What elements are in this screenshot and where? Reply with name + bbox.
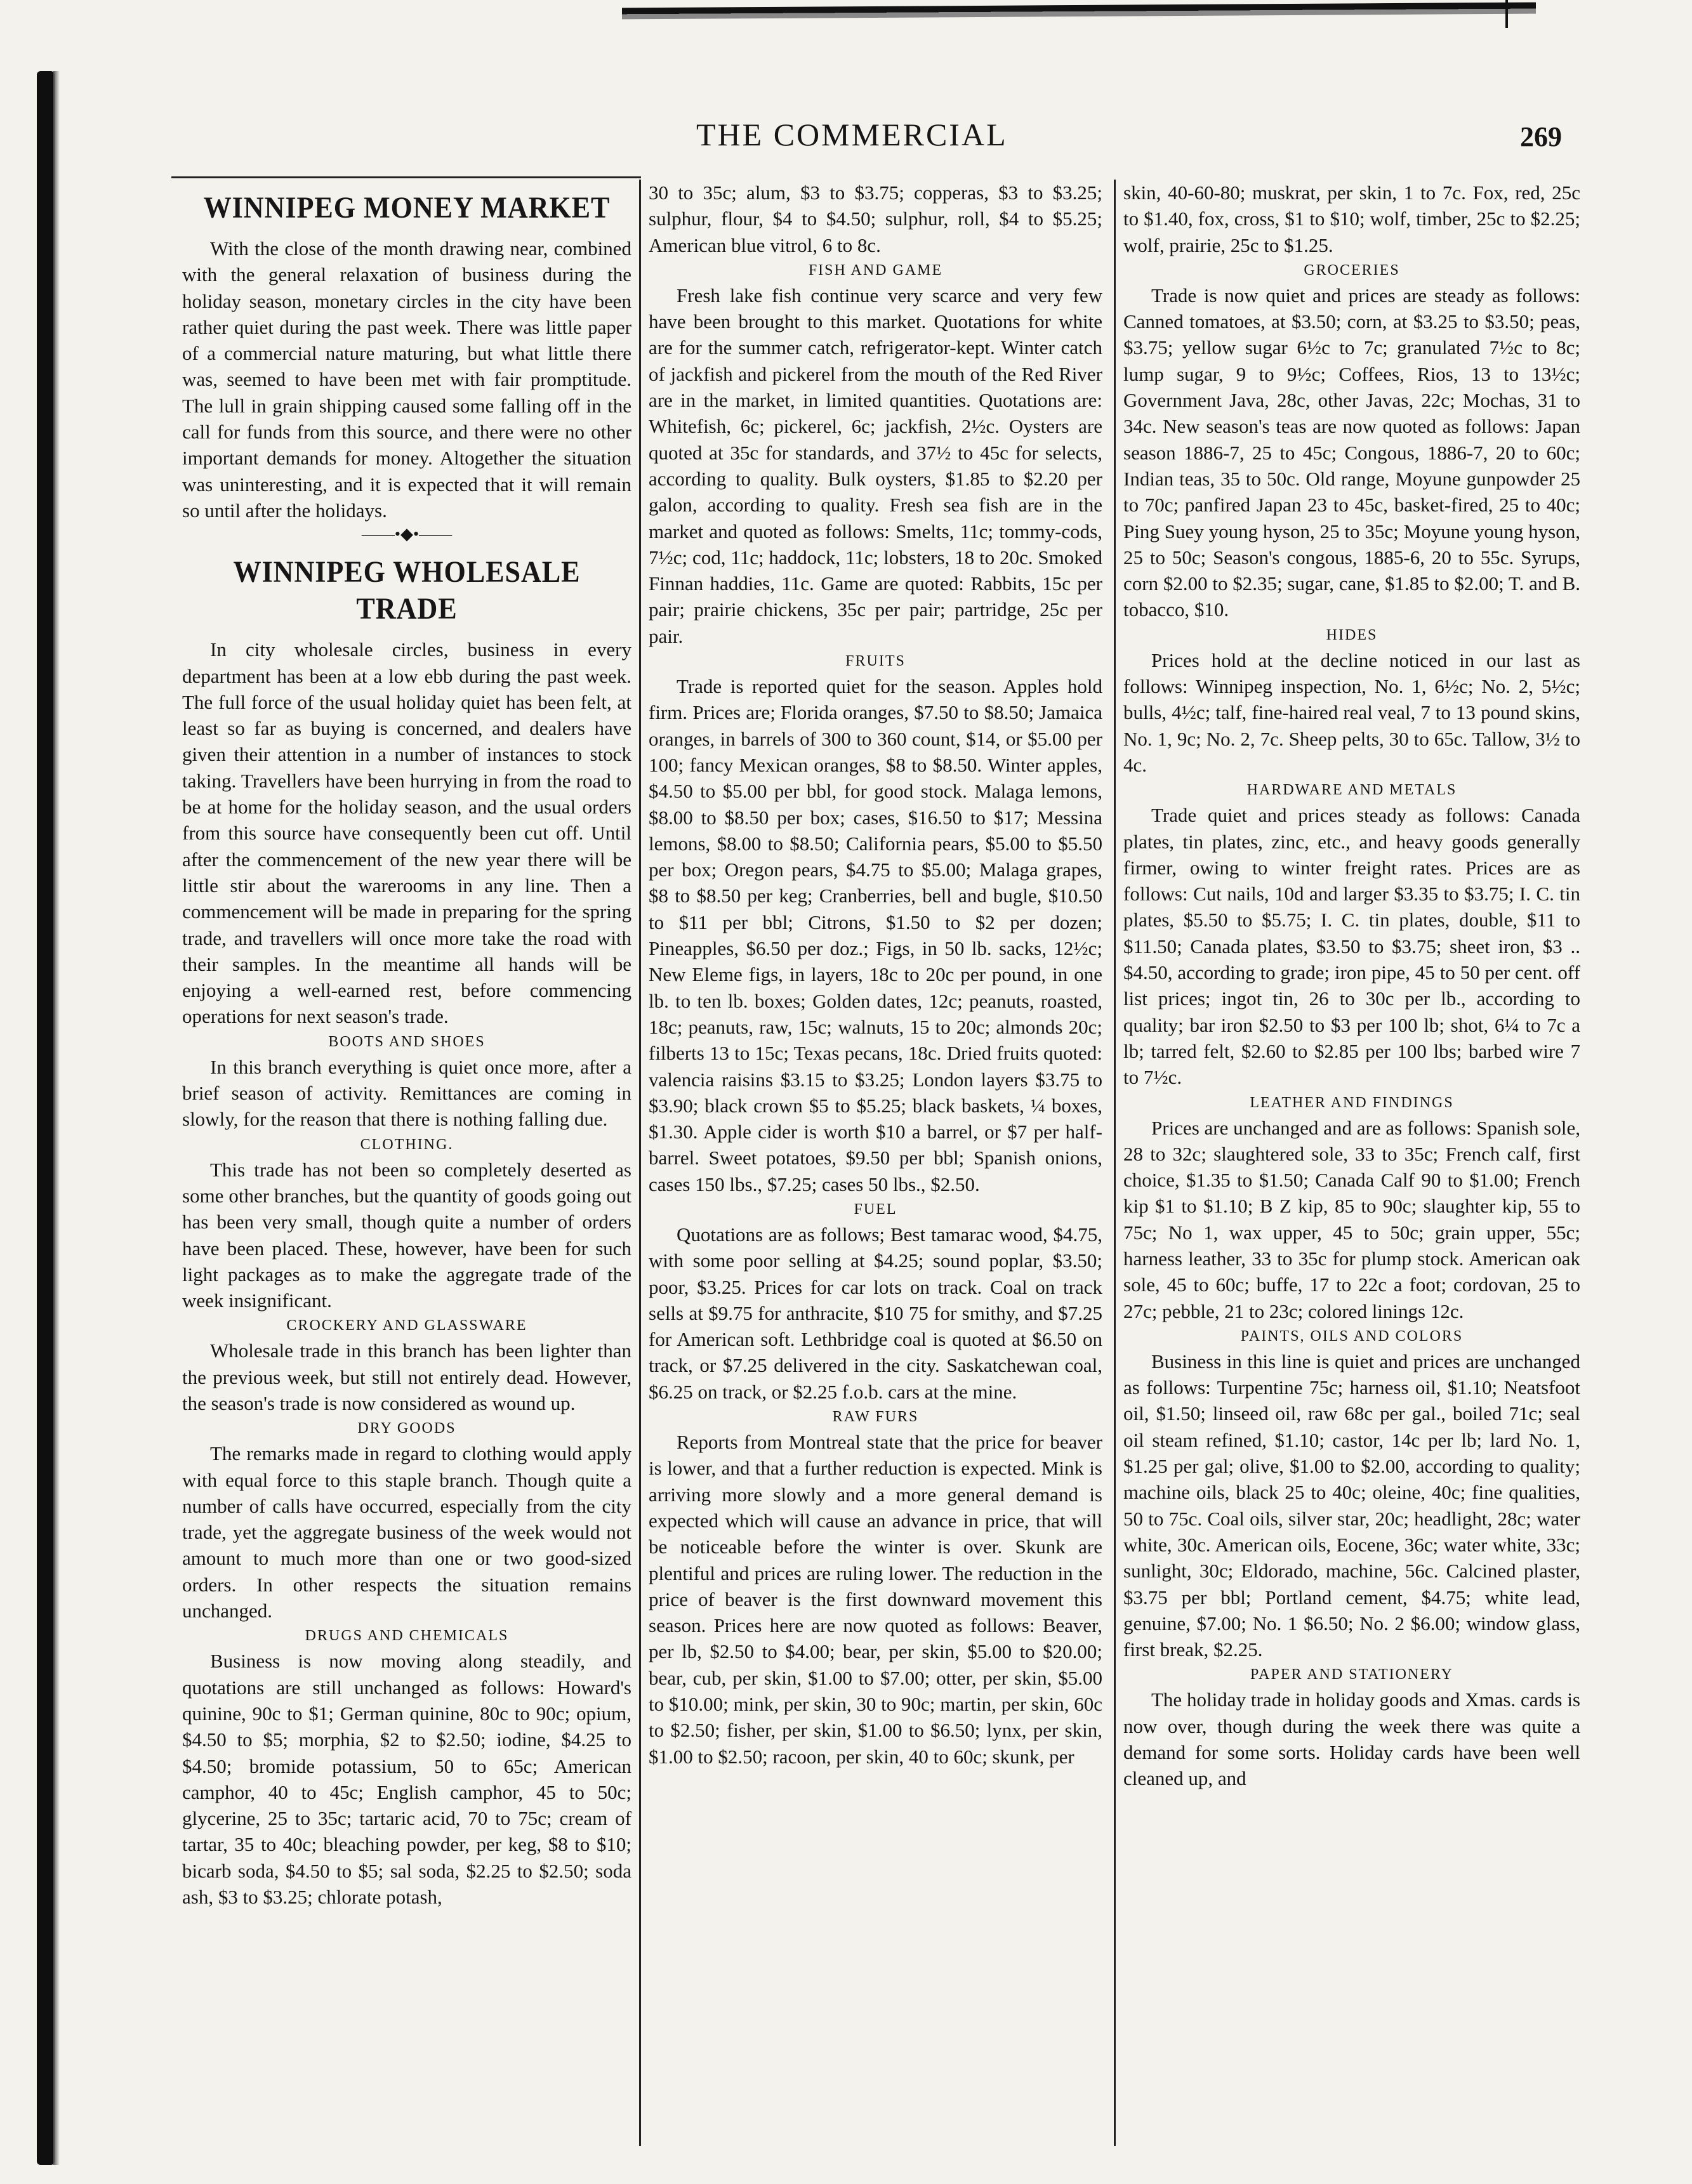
article-heading-trade: WINNIPEG WHOLESALE TRADE xyxy=(233,555,581,626)
column-right xyxy=(1123,180,1580,2159)
article-heading-money: WINNIPEG MONEY MARKET xyxy=(203,191,611,225)
subhead-paints: PAINTS, OILS AND COLORS xyxy=(1240,1327,1464,1345)
subhead-dry-goods: DRY GOODS xyxy=(357,1420,456,1437)
section-ornament: ——•◆•—— xyxy=(361,525,453,544)
leather-body: Prices are unchanged and are as follows: Spanish sole, 28 to 32c; slaughtered sole, 33 to 35c; French calf, first choice, $1.35 to $1.50; Canada Calf 90 to $1.00; French kip $1 to $1.10; B Z kip, 85 to 90c; slaughter kip, 55 to 75c; No 1, wax upper, 45 to 50c; grain upper, 55c; harness leather, 33 to 35c for plump stock. American oak sole, 45 to 60c; buffe, 17 to 22c a foot; cordovan, 25 to 27c; pebble, 21 to 23c; colored linings 12c. xyxy=(1123,1116,1580,1322)
crockery-body: Wholesale trade in this branch has been lighter than the previous week, but still not entirely dead. However, the season's trade is now considered as wound up. xyxy=(182,1339,631,1414)
furs-continued: skin, 40-60-80; muskrat, per skin, 1 to 7c. Fox, red, 25c to $1.40, fox, cross, $1 to $10; wolf, timber, 25c to $2.25; wolf, prairie, 25c to $1.25. xyxy=(1123,181,1580,256)
column-middle xyxy=(649,180,1102,2159)
subhead-hardware: HARDWARE AND METALS xyxy=(1246,782,1457,799)
boots-body: In this branch everything is quiet once more, after a brief season of activity. Remittances are coming in slowly, for the reason that there is nothing falling due. xyxy=(182,1055,631,1131)
running-title: THE COMMERCIAL xyxy=(696,117,1008,152)
subhead-leather: LEATHER AND FINDINGS xyxy=(1250,1094,1454,1111)
subhead-fuel: FUEL xyxy=(854,1201,897,1218)
scan-binding-edge xyxy=(37,71,55,2165)
clothing-body: This trade has not been so completely deserted as some other branches, but the quantity of goods going out has been very small, though quite a number of orders have been placed. These, however, have been for such light packages as to make the aggregate trade of the week insignificant. xyxy=(182,1158,631,1312)
drugs-body: Business is now moving along steadily, and quotations are still unchanged as follows: Howard's quinine, 90c to $1; German quinine, 80c to 90c; opium, $4.50 to $5; morphia, $2 to $2.50; iodine, $4.25 to $4.50; bromide potassium, 50 to 65c; American camphor, 40 to 45c; English camphor, 45 to 50c; glycerine, 25 to 35c; tartaric acid, 70 to 75c; cream of tartar, 35 to 40c; bleaching powder, per keg, $8 to $10; bicarb soda, $4.50 to $5; sal soda, $2.25 to $2.50; soda ash, $3 to $3.25; chlorate potash, xyxy=(182,1650,631,1909)
subhead-fruits: FRUITS xyxy=(845,653,906,670)
scan-right-mark xyxy=(1505,0,1508,28)
subhead-clothing: CLOTHING. xyxy=(360,1136,454,1153)
subhead-boots: BOOTS AND SHOES xyxy=(328,1033,486,1050)
fruits-body: Trade is reported quiet for the season. Apples hold firm. Prices are; Florida oranges, $7.50 to $8.50; Jamaica oranges, in barrels of 300 to 360 count, $14, or $5.00 per 100; fancy Mexican oranges, $8 to $8.50. Winter apples, $4.50 to $5.00 per bbl, for good stock. Malaga lemons, $8.00 to $8.50 per box; cases, $16.50 to $17; Messina lemons, $8.00 to $8.50; California pears, $5.00 to $5.50 per box; Oregon pears, $4.75 to $5.00; Malaga grapes, $8 to $8.50 per keg; Cranberries, bell and bugle, $10.50 to $11 per bbl; Citrons, $1.50 to $2 per dozen; Pineapples, $6.50 per doz.; Figs, in 50 lb. sacks, 12½c; New Eleme figs, in layers, 18c to 20c per pound, in one lb. to ten lb. boxes; Golden dates, 12c; peanuts, roasted, 18c; peanuts, raw, 15c; walnuts, 15 to 20c; almonds 20c; filberts 13 to 15c; Texas pecans, 18c. Dried fruits quoted: valencia raisins $3.15 to $3.25; London layers $3.75 to $3.90; black crown $5 to $5.25; black baskets, ¼ boxes, $1.30. Apple cider is worth $10 a barrel, or $7 per half-barrel. Sweet potatoes, $9.50 per bbl; Spanish onions, cases 150 lbs., $7.25; cases 50 lbs., $2.50. xyxy=(649,675,1102,1195)
column-divider xyxy=(639,180,641,2146)
subhead-hides: HIDES xyxy=(1326,626,1378,643)
raw-furs-body: Reports from Montreal state that the price for beaver is lower, and that a further reduction is expected. Mink is arriving more slowly and a more general demand is expected which will cause an advance in price, that will be noticeable before the winter is over. Skunk are plentiful and prices are ruling lower. The reduction in the price of beaver is the first downward movement this season. Prices here are now quoted as follows: Beaver, per lb, $2.50 to $4.00; bear, per skin, $5.00 to $20.00; bear, cub, per skin, $1.00 to $7.00; otter, per skin, $5.00 to $10.00; mink, per skin, 30 to 90c; martin, per skin, 60c to $2.50; fisher, per skin, $1.00 to $6.50; lynx, per skin, $1.00 to $2.50; racoon, per skin, 40 to 60c; skunk, per xyxy=(649,1431,1102,1768)
trade-intro: In city wholesale circles, business in every department has been at a low ebb during the past week. The full force of the usual holiday quiet has been felt, at least so far as buying is concerned, and dealers have given their attention in a number of instances to stock taking. Travellers have been hurrying in from the road to be at home for the holiday season, and the usual orders from this source have consequently been cut off. Until after the commencement of the new year there will be little stir about the warerooms in any line. Then a commencement will be made in preparing for the spring trade, and travellers will once more take the road with their samples. In the meantime all hands will be enjoying a well-earned rest, before commencing operations for next season's trade. xyxy=(182,638,631,1028)
fish-body: Fresh lake fish continue very scarce and very few have been brought to this market. Quotations for white are for the summer catch, refrigerator-kept. Winter catch of jackfish and pickerel from the mouth of the Red River are in the market, in limited quantities. Quotations are: Whitefish, 6c; pickerel, 6c; jackfish, 2½c. Oysters are quoted at 35c for standards, and 37½ to 45c for selects, according to quality. Bulk oysters, $1.85 to $2.20 per galon, according to quality. Fresh sea fish are in the market and quoted as follows: Smelts, 11c; tommy-cods, 7½c; cod, 11c; haddock, 11c; lobsters, 18 to 20c. Smoked Finnan haddies, 11c. Game are quoted: Rabbits, 15c per pair; prairie chickens, 35c per pair; partridge, 25c per pair. xyxy=(649,284,1102,647)
page-number: 269 xyxy=(1520,121,1562,152)
column-left xyxy=(182,180,631,2159)
paints-body: Business in this line is quiet and prices are unchanged as follows: Turpentine 75c; harness oil, $1.10; Neatsfoot oil, $1.50; linseed oil, raw 68c per gal., boiled 71c; seal oil steam refined, $1.10; castor, 14c per lb; lard No. 1, $1.25 per gal; olive, $1.00 to $2.00, according to quality; machine oils, black 25 to 40c; oleine, 40c; fine qualities, 50 to 75c. Coal oils, silver star, 20c; headlight, 28c; water white, 30c. American oils, Eocene, 36c; water white, 33c; sunlight, 30c; Eldorado, machine, 56c. Calcined plaster, $3.75 per bbl; Portland cement, $4.75; white lead, genuine, $7.00; No. 1 $6.50; No. 2 $6.00; window glass, first break, $2.25. xyxy=(1123,1350,1580,1661)
hides-body: Prices hold at the decline noticed in our last as follows: Winnipeg inspection, No. 1, 6½c; No. 2, 5½c; bulls, 4½c; talf, fine-haired real veal, 7 to 13 pound skins, No. 1, 9c; No. 2, 7c. Sheep pelts, 30 to 65c. Tallow, 3½ to 4c. xyxy=(1123,648,1580,776)
dry-goods-body: The remarks made in regard to clothing would apply with equal force to this staple branch. Though quite a number of calls have occurred, especially from the city trade, yet the aggregate business of the week would not amount to much more than one or two good-sized orders. In other respects the situation remains unchanged. xyxy=(182,1442,631,1622)
header-rule xyxy=(171,176,641,178)
groceries-body: Trade is now quiet and prices are steady as follows: Canned tomatoes, at $3.50; corn, at $3.25 to $3.50; peas, $3.75; yellow sugar 6½c to 7c; granulated 7½c to 8c; lump sugar, 9 to 9½c; Coffees, Rios, 13 to 13½c; Government Java, 28c, other Javas, 22c; Mochas, 31 to 34c. New season's teas are now quoted as follows: Japan season 1886-7, 25 to 45c; Congous, 1886-7, 20 to 60c; Indian teas, 35 to 50c. Old range, Moyune gunpowder 25 to 70c; panfired Japan 23 to 45c, basket-fired, 25 to 40c; Ping Suey young hyson, 25 to 35c; Moyune young hyson, 25 to 50c; Season's congous, 1885-6, 20 to 55c. Syrups, corn $2.00 to $2.35; sugar, cane, $1.85 to $2.00; T. and B. tobacco, $10. xyxy=(1123,284,1580,621)
subhead-crockery: CROCKERY AND GLASSWARE xyxy=(286,1317,527,1334)
subhead-drugs: DRUGS AND CHEMICALS xyxy=(305,1628,509,1645)
fuel-body: Quotations are as follows; Best tamarac wood, $4.75, with some poor selling at $4.25; sound poplar, $3.50; poor, $3.25. Prices for car lots on track. Coal on track sells at $9.75 for anthracite, $10 75 for smithy, and $7.25 for American soft. Lethbridge coal is quoted at $6.50 on track, or $7.25 delivered in the city. Saskatchewan coal, $6.25 on track, or $2.25 f.o.b. cars at the mine. xyxy=(649,1223,1102,1403)
subhead-paper: PAPER AND STATIONERY xyxy=(1250,1666,1453,1683)
column-divider xyxy=(1114,180,1116,2146)
subhead-groceries: GROCERIES xyxy=(1304,261,1400,279)
scan-top-rule xyxy=(622,3,1536,20)
hardware-body: Trade quiet and prices steady as follows: Canada plates, tin plates, zinc, etc., and heavy goods generally firmer, owing to winter freight rates. Prices are as follows: Cut nails, 10d and larger $3.35 to $3.75; I. C. tin plates, $5.50 to $5.75; I. C. tin plates, double, $11 to $11.50; Canada plates, $3.50 to $3.75; sheet iron, $3 .. $4.50, according to grade; iron pipe, 45 to 50 per cent. off list prices; ingot tin, 26 to 30c per lb., according to quality; bar iron $2.50 to $3 per 100 lb; shot, 6¼ to 7c a lb; tarred felt, $2.60 to $2.85 per 100 lbs; barbed wire 7 to 7½c. xyxy=(1123,804,1580,1089)
drugs-continued: 30 to 35c; alum, $3 to $3.75; copperas, $3 to $3.25; sulphur, flour, $4 to $4.50; sulphur, roll, $4 to $5.25; American blue vitrol, 6 to 8c. xyxy=(649,181,1102,256)
subhead-raw-furs: RAW FURS xyxy=(832,1409,919,1426)
paper-body: The holiday trade in holiday goods and Xmas. cards is now over, though during the week there was quite a demand for some sorts. Holiday cards have been well cleaned up, and xyxy=(1123,1688,1580,1790)
subhead-fish: FISH AND GAME xyxy=(808,261,943,279)
money-market-body: With the close of the month drawing near, combined with the general relaxation of business during the holiday season, monetary circles in the city have been rather quiet during the past week. There was little paper of a commercial nature maturing, but what little there was, seemed to have been met with fair promptitude. The lull in grain shipping caused some falling off in the call for funds from this source, and there were no other important demands for money. Altogether the situation was uninteresting, and it is expected that it will remain so until after the holidays. xyxy=(182,237,631,522)
